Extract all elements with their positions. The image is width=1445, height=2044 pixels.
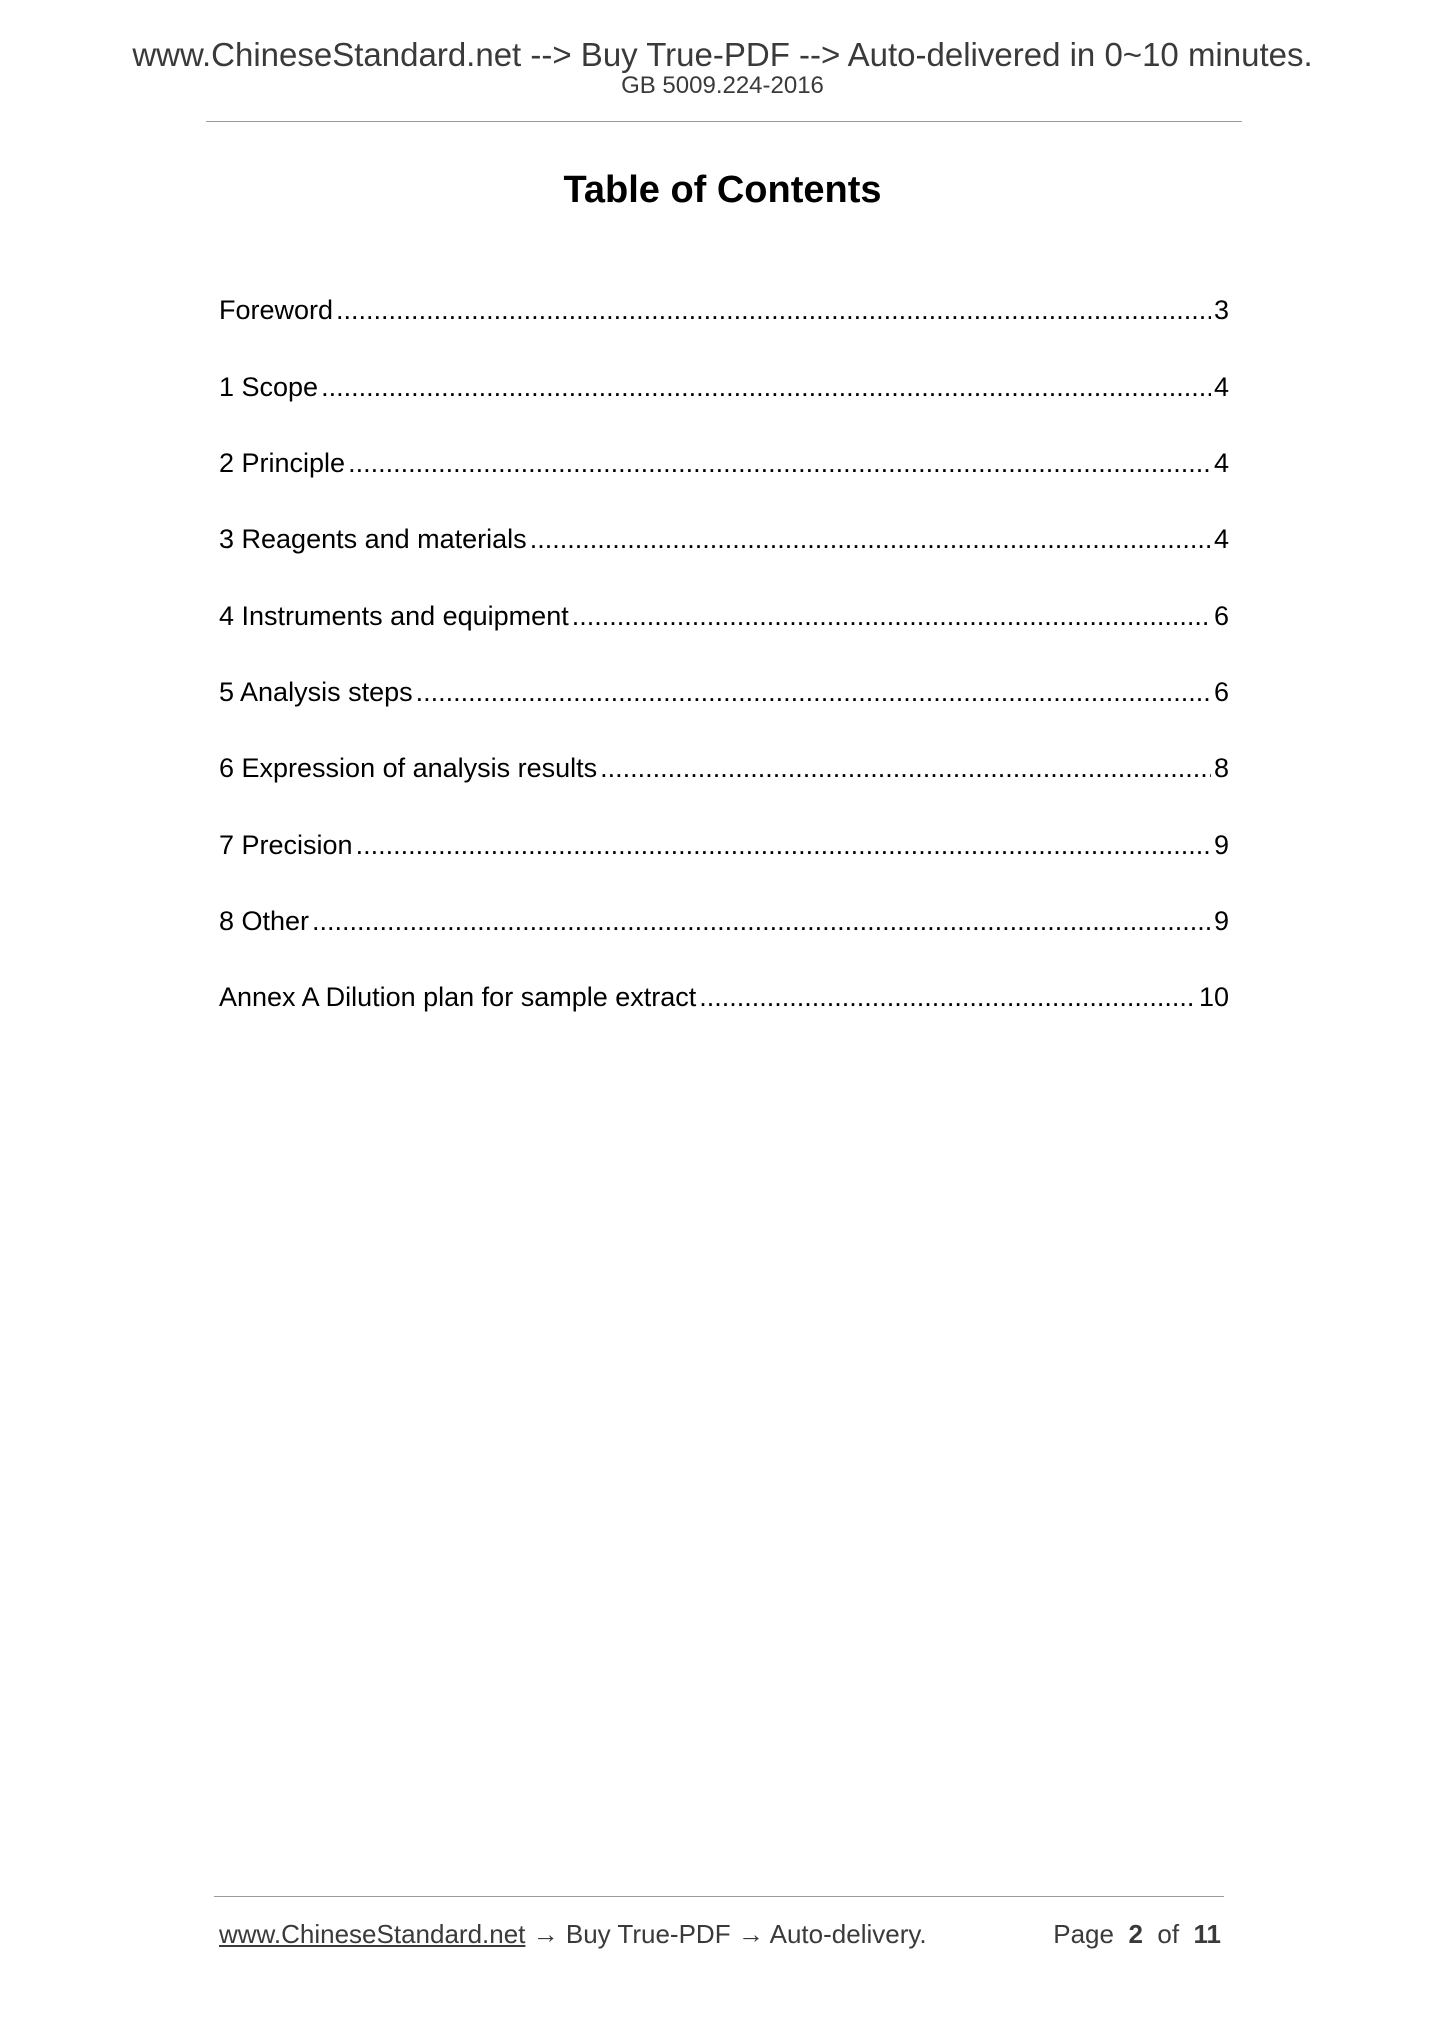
dot-leader xyxy=(321,370,1211,404)
dot-leader xyxy=(572,599,1211,633)
toc-entry-label: 8 Other xyxy=(219,906,310,936)
page-word: Page xyxy=(1053,1919,1114,1949)
toc-entry-label: 2 Principle xyxy=(219,448,346,478)
toc-entry-label: Foreword xyxy=(219,295,334,325)
toc-entry-principle[interactable] xyxy=(219,446,1229,480)
of-word: of xyxy=(1157,1919,1180,1949)
toc-entry-label: 5 Analysis steps xyxy=(219,677,413,707)
footer-site-link[interactable]: www.ChineseStandard.net xyxy=(219,1919,526,1949)
right-arrow-icon: → xyxy=(737,1919,764,1949)
toc-entry-page: 4 xyxy=(1213,524,1229,554)
toc-entry-foreword[interactable] xyxy=(219,293,1229,327)
dot-leader xyxy=(530,522,1211,556)
toc-entry-expression-results[interactable] xyxy=(219,751,1229,785)
toc-entry-page: 6 xyxy=(1213,601,1229,631)
toc-entry-page: 4 xyxy=(1213,372,1229,402)
footer-promo xyxy=(219,1917,927,1951)
toc-entry-label: 6 Expression of analysis results xyxy=(219,753,598,783)
toc-entry-page: 4 xyxy=(1213,448,1229,478)
toc-entry-other[interactable] xyxy=(219,904,1229,938)
page-footer xyxy=(219,1917,1221,1951)
dot-leader xyxy=(600,751,1211,785)
toc-entry-analysis-steps[interactable] xyxy=(219,675,1229,709)
toc-entry-page: 9 xyxy=(1213,830,1229,860)
toc-entry-page: 10 xyxy=(1198,982,1229,1012)
toc-entry-scope[interactable] xyxy=(219,370,1229,404)
toc-entry-reagents[interactable] xyxy=(219,522,1229,556)
header-banner: www.ChineseStandard.net --> Buy True-PDF --> Auto-delivered in 0~10 minutes. xyxy=(132,36,1313,73)
page-title: Table of Contents xyxy=(563,169,882,211)
toc-entry-label: 1 Scope xyxy=(219,372,319,402)
toc-entry-instruments[interactable] xyxy=(219,599,1229,633)
toc-entry-page: 3 xyxy=(1213,295,1229,325)
toc-entry-label: 4 Instruments and equipment xyxy=(219,601,569,631)
toc-entry-page: 9 xyxy=(1213,906,1229,936)
toc-entry-precision[interactable] xyxy=(219,828,1229,862)
standard-code: GB 5009.224-2016 xyxy=(621,72,824,99)
right-arrow-icon: → xyxy=(532,1919,559,1949)
footer-buy-text: Buy True-PDF xyxy=(565,1919,731,1949)
header-divider xyxy=(206,121,1242,122)
dot-leader xyxy=(336,293,1211,327)
toc-entry-label: Annex A Dilution plan for sample extract xyxy=(219,982,697,1012)
toc-entry-page: 8 xyxy=(1213,753,1229,783)
page-number xyxy=(1053,1917,1221,1951)
footer-delivery-text: Auto-delivery. xyxy=(769,1919,927,1949)
toc-entry-page: 6 xyxy=(1213,677,1229,707)
dot-leader xyxy=(312,904,1211,938)
footer-divider xyxy=(214,1896,1224,1897)
current-page: 2 xyxy=(1128,1919,1143,1949)
dot-leader xyxy=(348,446,1211,480)
dot-leader xyxy=(416,675,1211,709)
dot-leader xyxy=(356,828,1211,862)
toc-entry-label: 3 Reagents and materials xyxy=(219,524,527,554)
dot-leader xyxy=(699,980,1196,1014)
toc-entry-annex-a[interactable] xyxy=(219,980,1229,1014)
total-pages: 11 xyxy=(1193,1919,1221,1949)
toc-entry-label: 7 Precision xyxy=(219,830,353,860)
